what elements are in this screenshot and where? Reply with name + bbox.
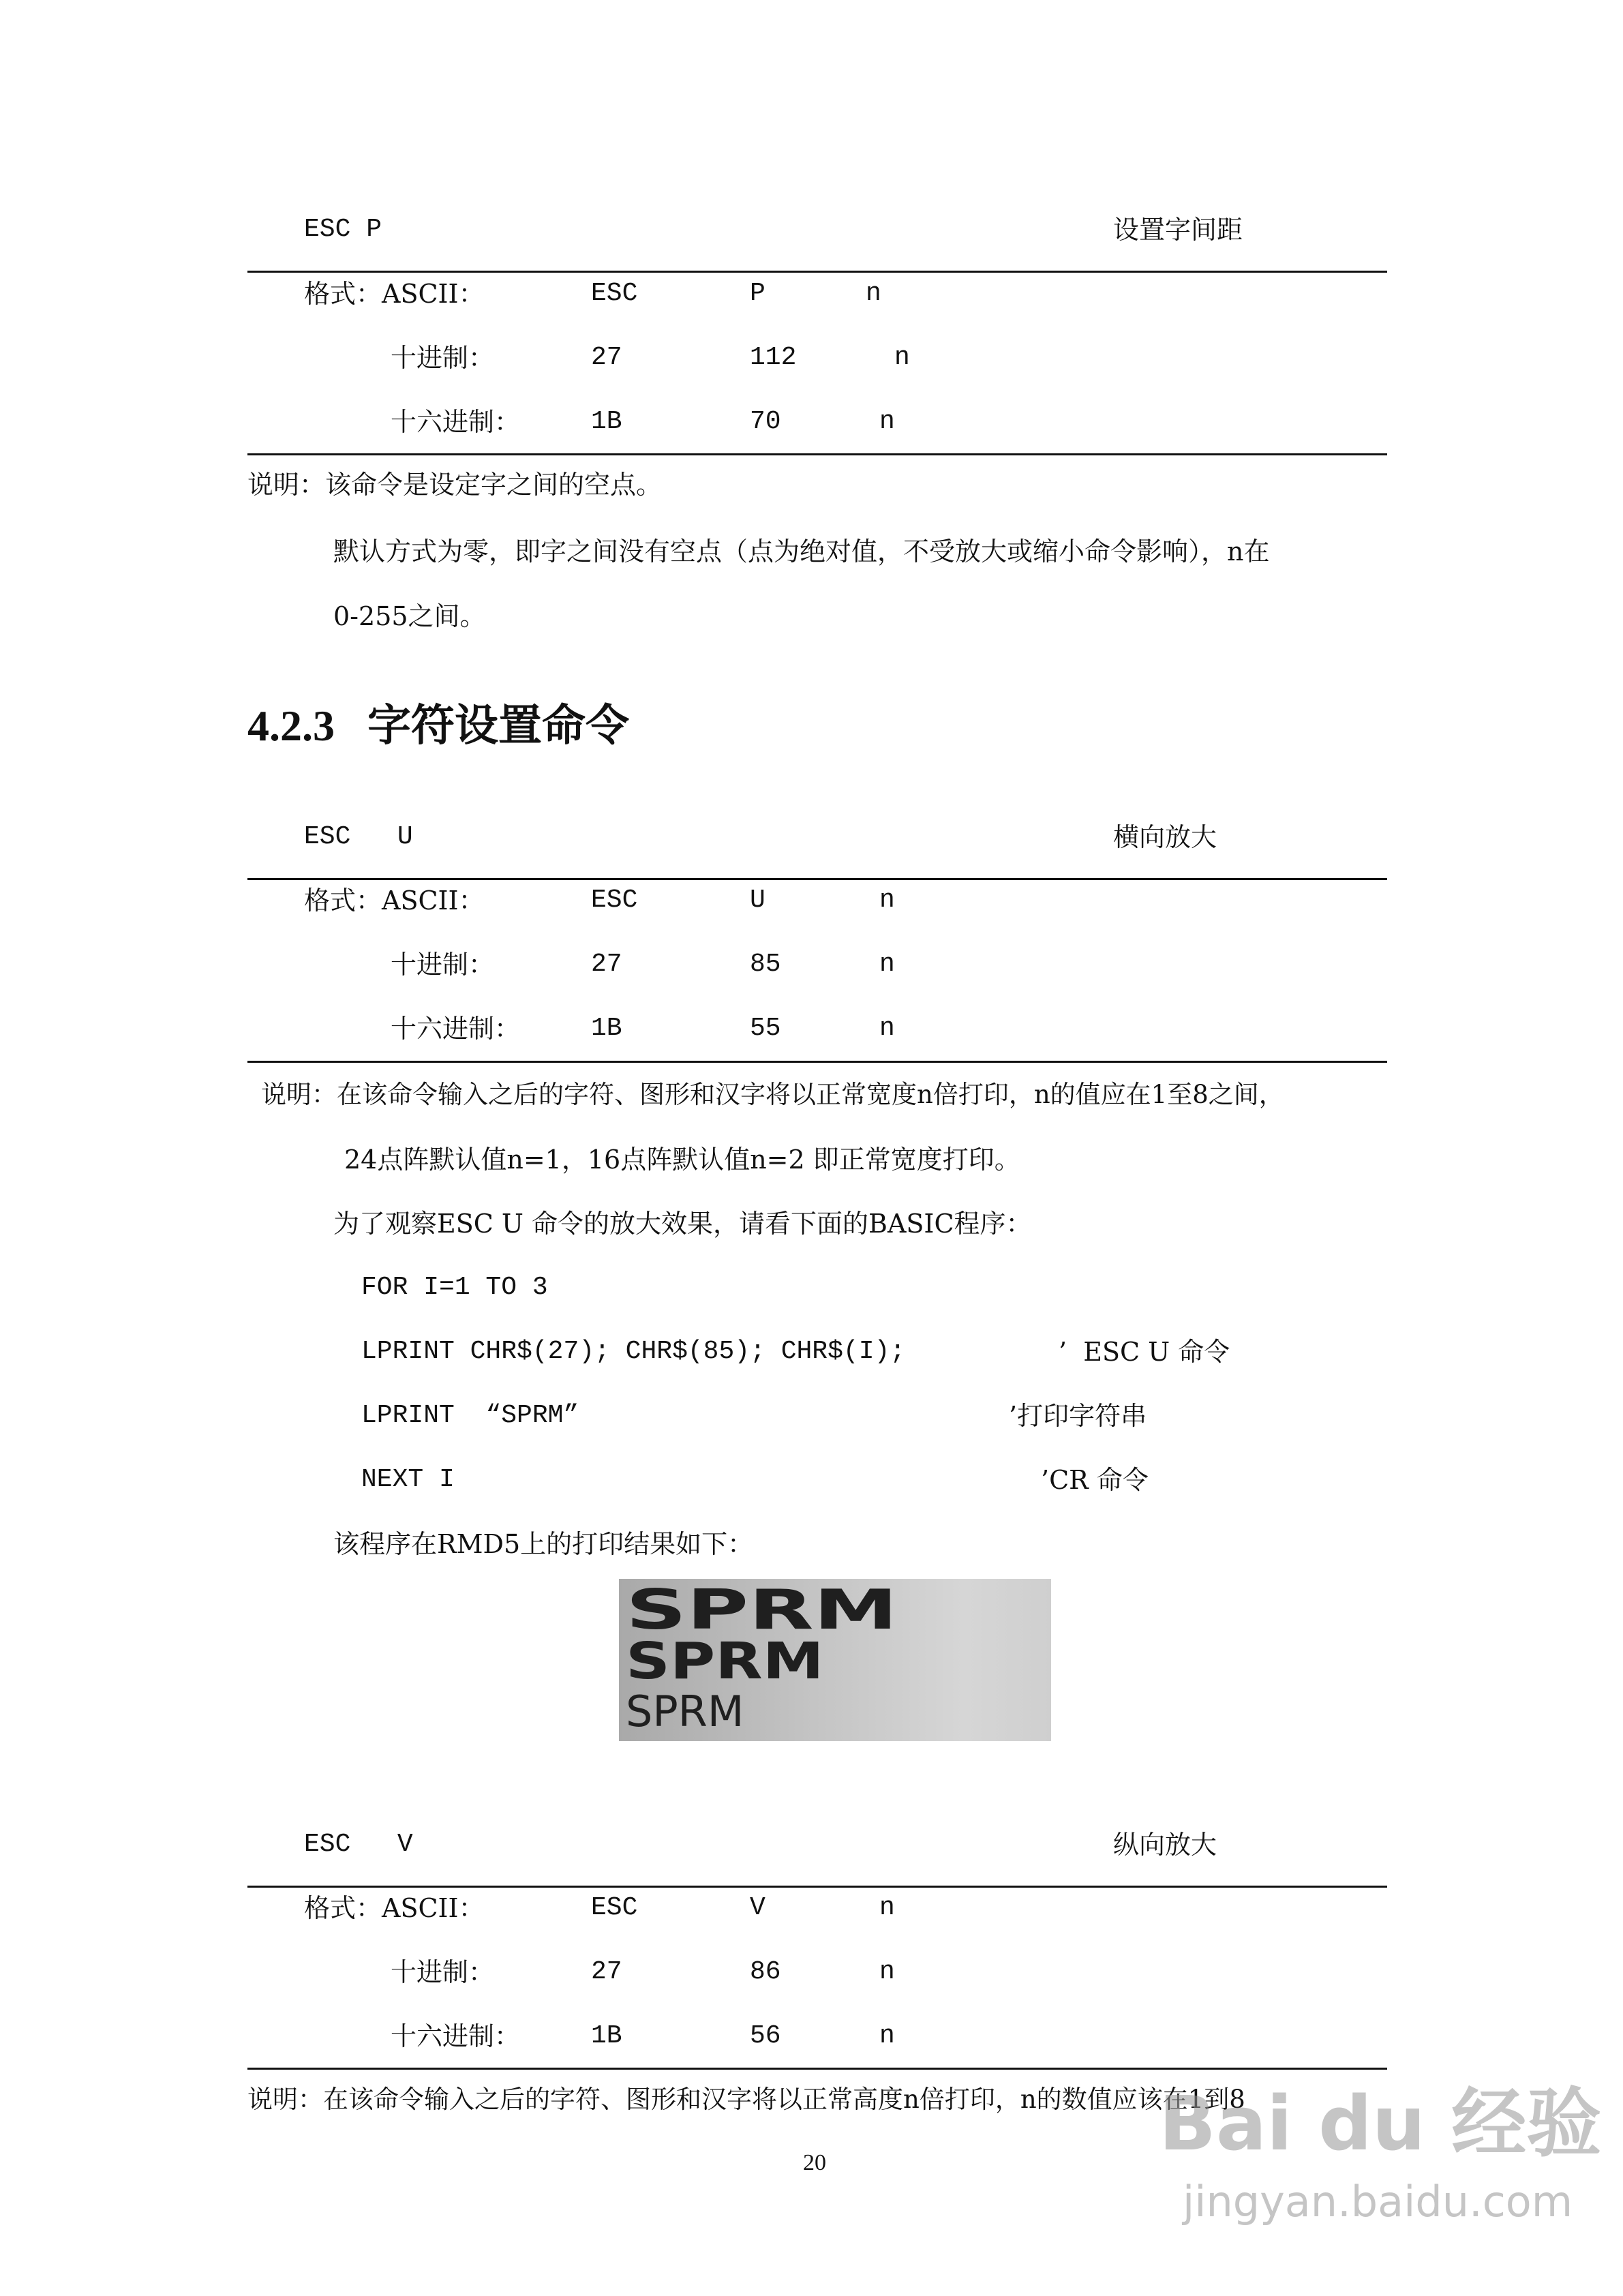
watermark-logo: Bai du 经验 — [1159, 2080, 1602, 2167]
format-value: ESC — [591, 279, 638, 308]
format-value: ESC — [591, 886, 638, 915]
description: 0-255之间。 — [333, 601, 486, 631]
code-comment: ’CR 命令 — [1041, 1465, 1149, 1495]
command-title: 纵向放大 — [1113, 1830, 1217, 1860]
format-value: 70 — [750, 407, 781, 436]
format-value: 56 — [750, 2021, 781, 2051]
format-value: n — [879, 1893, 895, 1922]
code-comment: ’打印字符串 — [1009, 1401, 1147, 1431]
command-code: ESC V — [304, 1830, 413, 1859]
format-value: 1B — [591, 407, 622, 436]
format-label-ascii: 格式：ASCII： — [304, 1893, 485, 1923]
format-value: 27 — [591, 1957, 622, 1987]
format-label-ascii: 格式：ASCII： — [304, 279, 485, 309]
format-value: 27 — [591, 343, 622, 372]
format-label-ascii: 格式：ASCII： — [304, 886, 485, 916]
description: 说明：该命令是设定字之间的空点。 — [247, 470, 663, 500]
format-value: 55 — [750, 1014, 781, 1043]
format-value: 27 — [591, 950, 622, 979]
code-line: FOR I=1 TO 3 — [361, 1273, 548, 1302]
format-value: ESC — [591, 1893, 638, 1922]
table-top-rule — [247, 1886, 1387, 1888]
format-value: 1B — [591, 1014, 622, 1043]
section-number: 4.2.3 — [247, 701, 335, 750]
format-value: n — [879, 886, 895, 915]
command-code: ESC U — [304, 822, 413, 851]
command-code: ESC P — [304, 215, 382, 244]
description: 说明：在该命令输入之后的字符、图形和汉字将以正常宽度n倍打印，n的值应在1至8之间， — [261, 1080, 1284, 1109]
print-line-1x: SPRM — [626, 1687, 744, 1736]
watermark-url: jingyan.baidu.com — [1183, 2177, 1573, 2226]
format-label-hex: 十六进制： — [391, 2021, 521, 2051]
format-label-hex: 十六进制： — [391, 1014, 521, 1044]
format-value: 112 — [750, 343, 797, 372]
page-number: 20 — [803, 2150, 826, 2175]
format-label-hex: 十六进制： — [391, 407, 521, 437]
table-top-rule — [247, 271, 1387, 273]
description: 24点阵默认值n=1，16点阵默认值n=2 即正常宽度打印。 — [344, 1145, 1020, 1175]
format-value: n — [879, 407, 895, 436]
format-value: 86 — [750, 1957, 781, 1987]
code-line: NEXT I — [361, 1465, 455, 1494]
description: 说明：在该命令输入之后的字符、图形和汉字将以正常高度n倍打印，n的数值应该在1到8 — [247, 2085, 1245, 2114]
table-bottom-rule — [247, 453, 1387, 455]
code-comment: ’ ESC U 命令 — [1059, 1337, 1230, 1367]
code-line: LPRINT “SPRM” — [361, 1401, 579, 1430]
format-value: n — [879, 2021, 895, 2051]
format-value: 1B — [591, 2021, 622, 2051]
table-top-rule — [247, 878, 1387, 880]
format-label-decimal: 十进制： — [391, 950, 495, 980]
section-heading — [247, 699, 629, 753]
format-value: n — [866, 279, 881, 308]
description: 为了观察ESC U 命令的放大效果，请看下面的BASIC程序： — [333, 1209, 1032, 1239]
table-bottom-rule — [247, 2068, 1387, 2070]
result-label: 该程序在RMD5上的打印结果如下： — [333, 1529, 754, 1559]
format-value: V — [750, 1893, 765, 1922]
format-label-decimal: 十进制： — [391, 1957, 495, 1987]
format-value: P — [750, 279, 765, 308]
format-value: n — [894, 343, 910, 372]
code-line: LPRINT CHR$(27); CHR$(85); CHR$(I); — [361, 1337, 906, 1366]
print-line-2x: SPRM — [626, 1632, 824, 1691]
description: 默认方式为零，即字之间没有空点（点为绝对值，不受放大或缩小命令影响），n在 — [333, 537, 1270, 567]
format-value: n — [879, 950, 895, 979]
format-label-decimal: 十进制： — [391, 343, 495, 373]
format-value: 85 — [750, 950, 781, 979]
format-value: U — [750, 886, 765, 915]
command-title: 设置字间距 — [1113, 215, 1243, 245]
print-result-photo — [619, 1579, 1051, 1741]
format-value: n — [879, 1957, 895, 1987]
format-value: n — [879, 1014, 895, 1043]
section-title: 字符设置命令 — [367, 700, 629, 751]
print-line-3x: SPRM — [626, 1579, 898, 1642]
command-title: 横向放大 — [1113, 822, 1217, 852]
table-bottom-rule — [247, 1061, 1387, 1063]
